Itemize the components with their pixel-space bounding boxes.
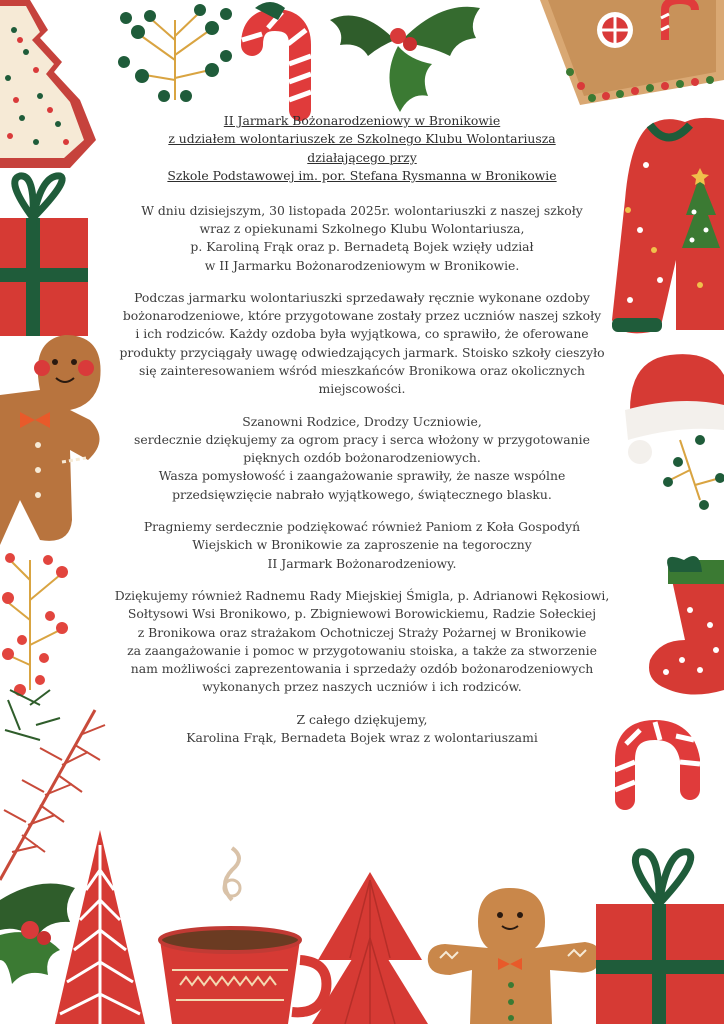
text-line: nam możliwości zaprezentowania i sprzedaży ozdób bożonarodzeniowych xyxy=(130,661,594,677)
title-line: działającego przy xyxy=(307,149,417,165)
signature-line: Karolina Frąk, Bernadeta Bojek wraz z wolontariuszami xyxy=(186,730,538,746)
christmas-sweater-icon xyxy=(612,118,724,333)
christmas-tree-cookie-icon xyxy=(0,0,96,168)
text-line: przedsięwzięcie nabrało wyjątkowego, świątecznego blasku. xyxy=(172,486,552,502)
paragraph-signature xyxy=(110,711,614,748)
candy-cane-icon-2 xyxy=(615,722,700,800)
text-line: II Jarmark Bożonarodzeniowy. xyxy=(267,555,457,571)
berry-branch-icon xyxy=(118,4,232,102)
text-line: pięknych ozdób bożonarodzeniowych. xyxy=(243,450,481,466)
text-line: w II Jarmarku Bożonarodzeniowym w Bronikowie. xyxy=(204,257,520,273)
text-line: Szanowni Rodzice, Drodzy Uczniowie, xyxy=(242,413,482,429)
hot-cocoa-mug-icon xyxy=(160,848,326,1024)
text-line: W dniu dzisiejszym, 30 listopada 2025r. wolontariuszki z naszej szkoły xyxy=(141,202,583,218)
gingerbread-man-icon xyxy=(0,335,101,545)
text-line: Pragniemy serdecznie podziękować również Paniom z Koła Gospodyń xyxy=(143,519,581,535)
text-line: wraz z opiekunami Szkolnego Klubu Wolontariusza, xyxy=(199,220,525,236)
text-line: miejscowości. xyxy=(318,381,406,397)
text-line: bożonarodzeniowe, które przygotowane zostały przez uczniów naszej szkoły xyxy=(122,308,602,324)
text-line: się zainteresowaniem wśród mieszkańców Bronikowa oraz okolicznych xyxy=(138,363,586,378)
paragraph-parents xyxy=(110,413,614,504)
text-line: produkty przyciągały uwagę odwiedzających jarmark. Stoisko szkoły cieszyło xyxy=(119,344,605,360)
paragraph-kgw xyxy=(110,518,614,573)
text-line: wykonanych przez naszych uczniów i ich rodziców. xyxy=(202,679,522,695)
red-tree-icon-2 xyxy=(312,872,428,1024)
gingerbread-man-icon-2 xyxy=(428,888,601,1024)
title-line: z udziałem wolontariuszek ze Szkolnego Klubu Wolontariusza xyxy=(168,131,556,147)
stocking-icon xyxy=(649,556,724,695)
gingerbread-house-icon xyxy=(540,0,724,105)
text-line: z Bronikowa oraz strażakom Ochotniczej Straży Pożarnej w Bronikowie xyxy=(137,624,587,640)
text-line: Sołtysowi Wsi Bronikowo, p. Zbigniewowi Borowickiemu, Radzie Sołeckiej xyxy=(127,606,597,622)
red-tree-icon xyxy=(55,830,145,1024)
text-line: Podczas jarmarku wolontariuszki sprzedawały ręcznie wykonane ozdoby xyxy=(134,289,590,305)
text-line: Z całego dziękujemy, xyxy=(296,711,428,727)
red-berries-icon xyxy=(2,553,68,696)
holly-icon-2 xyxy=(0,884,75,984)
title-line: Szkole Podstawowej im. por. Stefana Rysmanna w Bronikowie xyxy=(167,168,557,184)
santa-hat-icon xyxy=(625,354,724,510)
announcement-content xyxy=(110,112,614,761)
announcement-title xyxy=(110,112,614,186)
text-line: i ich rodziców. Każdy ozdoba była wyjątkowa, co sprawiło, że oferowane xyxy=(135,326,589,342)
pine-branch-icon xyxy=(0,690,105,880)
text-line: p. Karoliną Frąk oraz p. Bernadetą Bojek wzięły udział xyxy=(190,239,534,255)
paragraph-market xyxy=(110,289,614,399)
text-line: za zaangażowanie i pomoc w przygotowaniu stoiska, a także za stworzenie xyxy=(127,642,597,658)
text-line: Wiejskich w Bronikowie za zaproszenie na tegoroczny xyxy=(192,537,532,553)
paragraph-thanks xyxy=(110,587,614,697)
gift-box-icon xyxy=(0,176,88,336)
green-gift-box-icon xyxy=(596,852,724,1024)
paragraph-intro xyxy=(110,202,614,275)
text-line: serdecznie dziękujemy za ogrom pracy i serca włożony w przygotowanie xyxy=(134,431,590,447)
title-line: II Jarmark Bożonarodzeniowy w Bronikowie xyxy=(223,113,501,128)
text-line: Wasza pomysłowość i zaangażowanie sprawiły, że nasze wspólne xyxy=(158,468,566,484)
holly-icon xyxy=(330,7,480,112)
text-line: Dziękujemy również Radnemu Rady Miejskiej Śmigla, p. Adrianowi Rękosiowi, xyxy=(114,587,610,603)
candy-cane-icon xyxy=(242,2,311,110)
